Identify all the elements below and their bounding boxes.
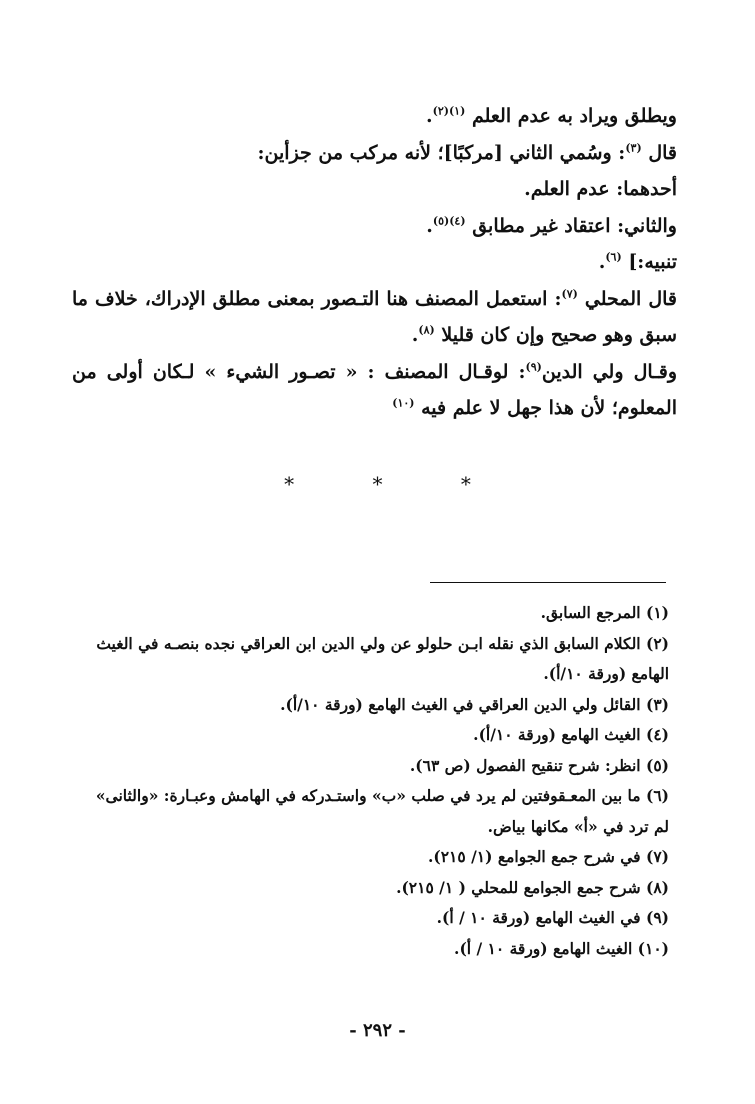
footnote-ref: (٧) [561,287,578,301]
text-segment: . [411,324,419,346]
section-separator [0,472,755,496]
footnote-ref: (٩) [525,360,542,374]
footnote: (١) المرجع السابق. [540,603,669,622]
footnote-ref: (١٠) [392,396,415,410]
text-segment: : استعمل المصنف هنا التـصور بمعنى مطلق الإدراك، خلاف ما سبق وهو صحيح وإن كان قليلا [72,287,677,346]
text-segment: ويطلق ويراد به عدم العلم [471,105,677,127]
text-line [72,244,677,281]
footnote: (٥) انظر: شرح تنقيح الفصول (ص ٦٣). [409,755,669,775]
footnote-divider [430,582,666,583]
text-segment: والثاني: اعتقاد غير مطابق [472,214,677,237]
footnote: (٨) شرح جمع الجوامع للمحلي ( ١/ ٢١٥). [396,877,669,897]
main-text [72,98,677,427]
paragraph [72,281,677,354]
text-segment: . [598,251,606,273]
footnote: (٢) الكلام السابق الذي نقله ابـن حلولو عن ولي الدين ابن العراقي نجده بنصـه في الغيث الهامع (ورقة ١٠/أ). [96,633,669,683]
text-segment: : لوقـال المصنف : « تصـور الشيء » لـكان أولى من المعلوم؛ لأن هذا جهل لا علم فيه [72,360,677,419]
text-segment: . [425,105,433,127]
text-line [72,135,677,172]
star-icon: * [284,472,295,496]
text-segment: وقـال ولي الدين [541,360,677,383]
text-segment: قال المحلي [584,287,677,310]
footnote-ref: (١)(٢) [432,104,466,118]
star-icon: * [372,472,383,496]
footnote: (٦) ما بين المعـقوفتين لم يرد في صلب «ب» واستـدركه في الهامش وعبـارة: «والثانى» لم ترد في «أ» مكانها بياض. [95,786,669,836]
footnote: (١٠) الغيث الهامع (ورقة ١٠ / أ). [454,938,669,958]
footnote-ref: (٦) [605,250,622,264]
paragraph [72,354,677,427]
footnote-ref: (٨) [418,323,435,337]
footnote: (٤) الغيث الهامع (ورقة ١٠/أ). [473,725,669,744]
footnotes [80,598,669,964]
text-segment: . [426,214,433,237]
footnote: (٣) القائل ولي الدين العراقي في الغيث الهامع (ورقة ١٠/أ). [280,694,669,714]
text-line [72,98,677,135]
text-segment: : وسُمي الثاني [مركبًا]؛ لأنه مركب من جزأين: [257,141,626,164]
footnote: (٩) في الغيث الهامع (ورقة ١٠ / أ). [436,908,669,927]
star-icon: * [460,472,471,496]
text-line [72,208,677,245]
page-number: - ٢٩٢ - [349,1020,406,1041]
text-segment: قال [648,141,677,164]
text-line [72,171,677,208]
footnote-ref: (٣) [625,141,642,155]
footnote-ref: (٤)(٥) [432,214,466,228]
text-segment: تنبيه:] [628,251,677,273]
footnote: (٧) في شرح جمع الجوامع (١/ ٢١٥). [428,847,669,866]
text-segment: أحدهما: عدم العلم. [524,178,677,200]
